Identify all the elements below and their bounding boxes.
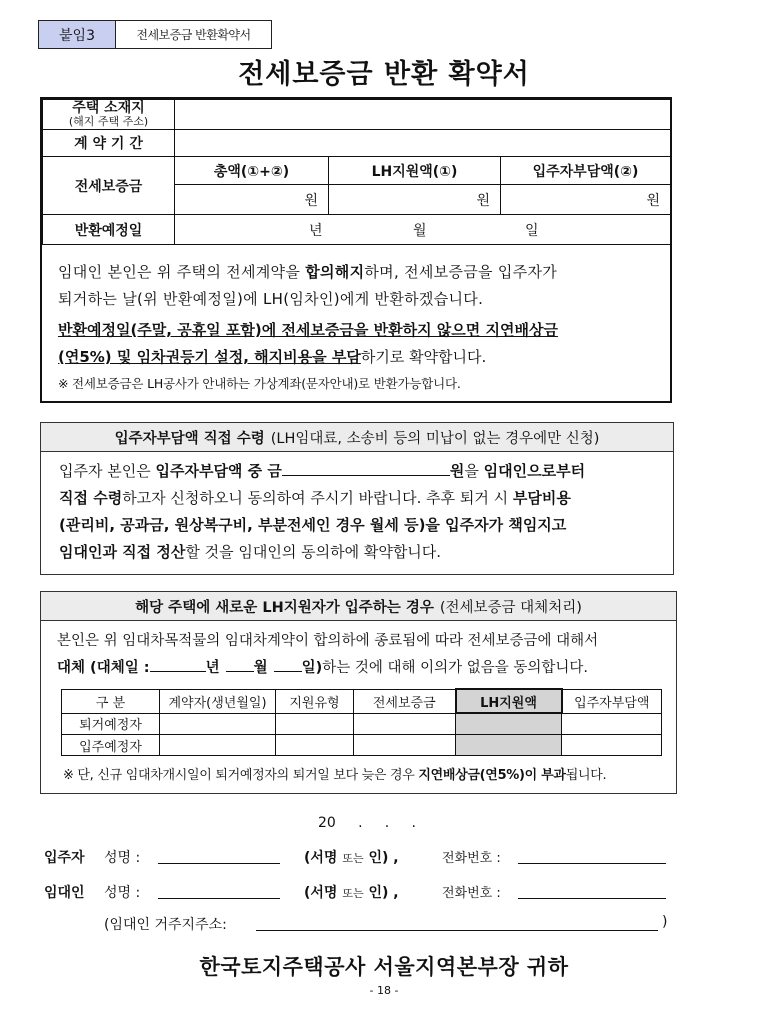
tenant-amount-header: 입주자부담액(②) (501, 157, 671, 185)
pledge-text: 임대인 본인은 위 주택의 전세계약을 (58, 263, 306, 281)
direct-receipt-title: 입주자부담액 직접 수령 (114, 430, 265, 447)
penalty-tail: 하기로 확약합니다. (360, 348, 487, 366)
year-unit: 년 (309, 223, 323, 239)
lh-amount-header: LH지원액(①) (329, 157, 501, 185)
text-bold: 지연배상금(연5%)이 부과 (418, 768, 566, 783)
sign-label: 인) , (368, 885, 399, 901)
col-category: 구 분 (62, 689, 160, 713)
document-title: 전세보증금 반환 확약서 (238, 59, 530, 90)
text: 입주자 본인은 (59, 462, 156, 480)
tenant-name-field[interactable] (158, 862, 280, 864)
sign-label: 인) , (368, 850, 399, 866)
text-bold: 직접 수령 (59, 489, 123, 507)
replacement-header (41, 592, 676, 621)
text-bold: 부담비용 (512, 489, 571, 507)
table-cell[interactable] (562, 713, 662, 735)
address-sublabel: (해지 주택 주소) (68, 115, 149, 128)
col-deposit: 전세보증금 (354, 689, 456, 713)
landlord-phone-field[interactable] (518, 897, 666, 899)
direct-receipt-condition: (LH임대료, 소송비 등의 미납이 없는 경우에만 신청) (270, 430, 600, 447)
address-label-cell (43, 100, 175, 130)
text-bold: 원 (449, 462, 465, 480)
sign-or: 또는 (342, 852, 364, 865)
direct-receipt-text (59, 458, 659, 566)
total-amount-header: 총액(①+②) (175, 157, 329, 185)
text-bold: 대체 (대체일 : (57, 660, 150, 676)
delay-penalty-note (63, 764, 606, 783)
table-cell-shaded[interactable] (456, 735, 562, 756)
text: 할 것을 임대인의 동의하에 확약합니다. (185, 543, 442, 561)
replacement-subtitle: (전세보증금 대체처리) (439, 599, 582, 616)
table-cell[interactable] (354, 713, 456, 735)
penalty-text: 반환예정일(주말, 공휴일 포함)에 전세보증금을 반환하지 않으면 지연배상금 (58, 321, 558, 339)
contract-info-table (42, 99, 671, 245)
penalty-paragraph (58, 317, 660, 371)
replace-month-blank[interactable] (226, 656, 254, 672)
replacement-box (40, 591, 677, 794)
address-close: ) (662, 914, 668, 930)
replace-day-blank[interactable] (274, 656, 302, 672)
landlord-address-label: (임대인 거주지주소: (104, 917, 227, 933)
table-cell[interactable] (562, 735, 662, 756)
tenant-label: 입주자 (44, 850, 85, 866)
return-date-label: 반환예정일 (43, 215, 175, 245)
text-bold: 임대인으로부터 (483, 462, 586, 480)
landlord-address-field[interactable] (256, 929, 658, 931)
text-bold: 입주자부담액 중 금 (155, 462, 282, 480)
table-cell[interactable] (160, 713, 276, 735)
landlord-sign (304, 882, 399, 902)
pledge-paragraph (58, 259, 658, 313)
text: 됩니다. (565, 768, 607, 783)
tenant-name-label: 성명 : (104, 850, 141, 866)
address-label: 주택 소재지 (72, 100, 145, 116)
address-field[interactable] (175, 100, 671, 130)
row-label-leaving: 퇴거예정자 (62, 713, 160, 735)
replacement-text (57, 628, 667, 682)
tenant-amount-field[interactable]: 원 (501, 185, 671, 215)
attachment-label: 붙임3 (39, 21, 116, 48)
table-cell[interactable] (160, 735, 276, 756)
contract-info-box (40, 97, 672, 403)
replacement-title: 해당 주택에 새로운 LH지원자가 입주하는 경우 (135, 599, 434, 616)
text: 본인은 위 임대차목적물의 임대차계약이 합의하에 종료됨에 따라 전세보증금에 대해서 (57, 633, 599, 649)
attachment-caption: 전세보증금 반환확약서 (136, 28, 251, 42)
text: ※ 단, 신규 임대차개시일이 퇴거예정자의 퇴거일 보다 늦은 경우 (63, 768, 419, 783)
text-bold: 임대인과 직접 정산 (59, 543, 186, 561)
text-bold: 년 (205, 660, 220, 676)
col-contractor: 계약자(생년월일) (160, 689, 276, 713)
pledge-text: 하며, 전세보증금을 입주자가 (364, 263, 558, 281)
sign-label: (서명 (304, 885, 338, 901)
page-number: - 18 - (369, 984, 399, 997)
table-cell[interactable] (276, 735, 354, 756)
text-bold: 월 (253, 660, 268, 676)
replacement-table (61, 688, 662, 756)
table-cell[interactable] (276, 713, 354, 735)
pledge-text: 퇴거하는 날(위 반환예정일)에 LH(임차인)에게 반환하겠습니다. (58, 290, 484, 308)
pledge-emphasis: 합의해지 (305, 263, 365, 281)
addressee: 한국토지주택공사 서울지역본부장 귀하 (199, 955, 569, 979)
landlord-phone-label: 전화번호 : (442, 886, 501, 901)
direct-receipt-box (40, 451, 674, 575)
tenant-sign (304, 847, 399, 867)
penalty-text: (연5%) 및 임차권등기 설정, 해지비용을 부담 (58, 348, 361, 366)
deposit-label: 전세보증금 (43, 157, 175, 215)
text-bold: (관리비, 공과금, 원상복구비, 부분전세인 경우 월세 등)을 입주자가 책임지고 (59, 516, 567, 534)
row-label-incoming: 입주예정자 (62, 735, 160, 756)
col-support-type: 지원유형 (276, 689, 354, 713)
tenant-phone-field[interactable] (518, 862, 666, 864)
landlord-name-field[interactable] (158, 897, 280, 899)
lh-amount-field[interactable]: 원 (329, 185, 501, 215)
landlord-label: 임대인 (44, 885, 85, 901)
date-line: 20 . . . (318, 815, 416, 831)
text-bold: 일) (301, 660, 323, 676)
total-amount-field[interactable]: 원 (175, 185, 329, 215)
replace-year-blank[interactable] (150, 656, 206, 672)
return-date-field[interactable] (175, 215, 671, 245)
col-tenant-amount: 입주자부담액 (562, 689, 662, 713)
sign-or: 또는 (342, 887, 364, 900)
text: 하고자 신청하오니 동의하여 주시기 바랍니다. 추후 퇴거 시 (122, 489, 513, 507)
text: 을 (464, 462, 484, 480)
table-cell-shaded[interactable] (456, 713, 562, 735)
attachment-tab (38, 20, 272, 49)
text: 하는 것에 대해 이의가 없음을 동의합니다. (322, 660, 589, 676)
direct-receipt-header (40, 422, 674, 452)
day-unit: 일 (525, 223, 539, 239)
month-unit: 월 (413, 223, 427, 239)
landlord-name-label: 성명 : (104, 885, 141, 901)
amount-blank[interactable] (282, 460, 450, 476)
table-cell[interactable] (354, 735, 456, 756)
contract-period-label: 계 약 기 간 (43, 130, 175, 157)
sign-label: (서명 (304, 850, 338, 866)
contract-period-field[interactable] (175, 130, 671, 157)
tenant-phone-label: 전화번호 : (442, 851, 501, 866)
col-lh-amount: LH지원액 (456, 689, 562, 713)
virtual-account-note: ※ 전세보증금은 LH공사가 안내하는 가상계좌(문자안내)로 반환가능합니다. (58, 376, 461, 391)
